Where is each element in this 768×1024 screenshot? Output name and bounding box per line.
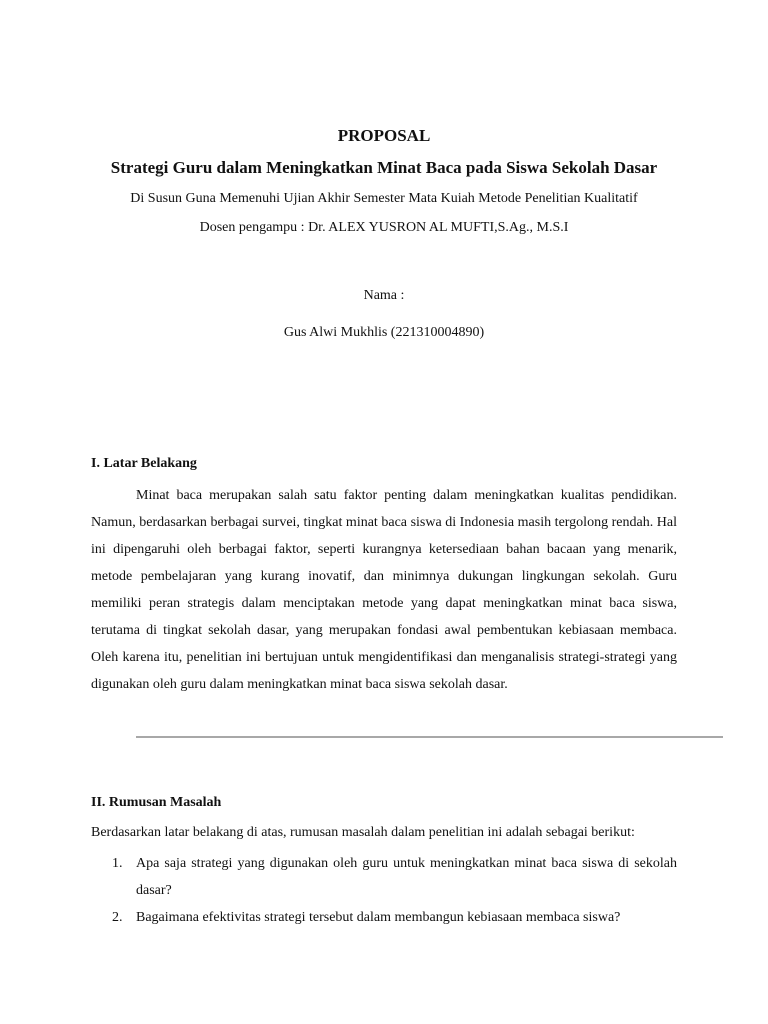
list-item xyxy=(91,904,677,931)
background-paragraph: Minat baca merupakan salah satu faktor penting dalam meningkatkan kualitas pendidikan. Namun, berdasarkan berbagai survei, tingkat minat baca siswa di Indonesia masih tergolong rendah. Hal ini dipengaruhi oleh berbagai faktor, seperti kurangnya ketersediaan bahan bacaan yang menarik, metode pembelajaran yang kurang inovatif, dan minimnya dukungan lingkungan sekolah. Guru memiliki peran strategis dalam menciptakan metode yang dapat meningkatkan minat baca siswa, terutama di tingkat sekolah dasar, yang merupakan fondasi awal pembentukan kebiasaan membaca. Oleh karena itu, penelitian ini bertujuan untuk mengidentifikasi dan menganalisis strategi-strategi yang digunakan oleh guru dalam meningkatkan minat baca siswa sekolah dasar. xyxy=(91,488,677,692)
document-purpose: Di Susun Guna Memenuhi Ujian Akhir Semester Mata Kuiah Metode Penelitian Kualitatif xyxy=(130,191,638,206)
list-item-number: 2. xyxy=(112,910,123,925)
list-item-number: 1. xyxy=(112,856,123,871)
horizontal-divider xyxy=(136,736,723,738)
student-name: Gus Alwi Mukhlis (221310004890) xyxy=(283,325,485,340)
problem-intro: Berdasarkan latar belakang di atas, rumusan masalah dalam penelitian ini adalah sebagai berikut: xyxy=(91,825,635,840)
section-heading-rumusan-masalah: II. Rumusan Masalah xyxy=(91,795,222,810)
section-heading-latar-belakang: I. Latar Belakang xyxy=(91,456,197,471)
name-label: Nama : xyxy=(363,288,405,303)
document-title: PROPOSAL xyxy=(337,126,431,145)
lecturer-line: Dosen pengampu : Dr. ALEX YUSRON AL MUFTI,S.Ag., M.S.I xyxy=(199,220,569,235)
document-subtitle: Strategi Guru dalam Meningkatkan Minat Baca pada Siswa Sekolah Dasar xyxy=(110,158,658,177)
list-item-text: Bagaimana efektivitas strategi tersebut dalam membangun kebiasaan membaca siswa? xyxy=(136,910,621,925)
list-item-text: Apa saja strategi yang digunakan oleh guru untuk meningkatkan minat baca siswa di sekolah dasar? xyxy=(136,856,677,898)
research-questions-list xyxy=(91,850,677,931)
list-item xyxy=(91,850,677,904)
